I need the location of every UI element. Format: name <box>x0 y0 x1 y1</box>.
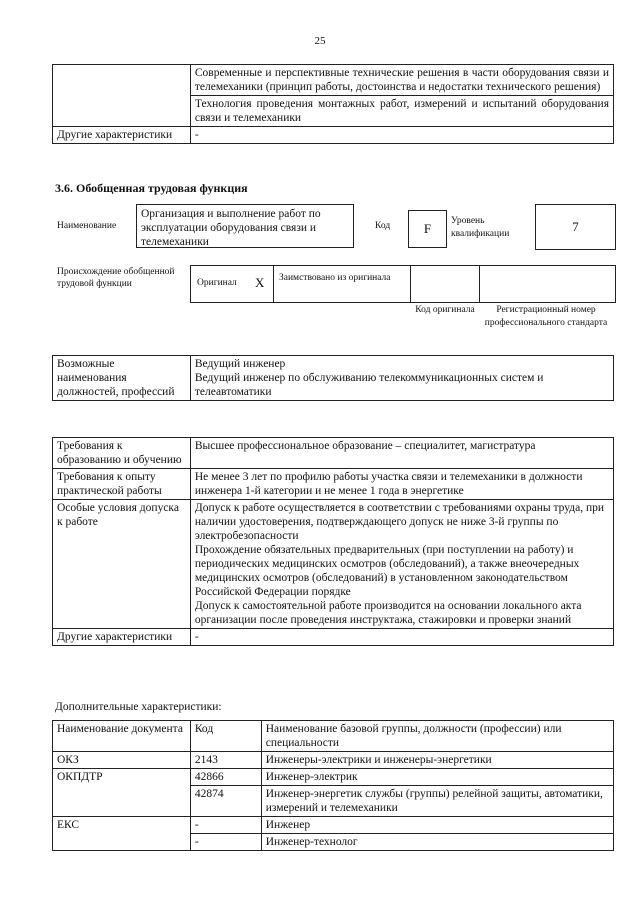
req-text: - <box>194 631 199 643</box>
positions-values <box>190 356 613 401</box>
code-box: F <box>408 210 447 248</box>
table-row <box>53 65 614 96</box>
name-cell: Инженер <box>261 817 613 834</box>
table-row <box>53 127 614 144</box>
req-label: Требования к образованию и обучению <box>53 438 191 469</box>
original-mark: X <box>255 275 265 290</box>
table-header-row <box>53 721 614 752</box>
requirements-table <box>52 437 614 646</box>
table-row <box>53 438 614 469</box>
function-name-box: Организация и выполнение работ по эксплуатации оборудования связи и телемеханики <box>136 204 354 248</box>
code-cell: 42866 <box>190 769 261 786</box>
req-text: Допуск к самостоятельной работе производится на основании локального акта организации после проведения инструктажа, стажировки и проверки знаний <box>194 600 582 626</box>
req-text: Допуск к работе осуществляется в соответствии с требованиями охраны труда, при наличии удостоверения, подтверждающего допуск не ниже 3-й группы по электробезопасности <box>194 502 605 542</box>
req-value <box>190 438 613 469</box>
name-cell: Инженер-электрик <box>261 769 613 786</box>
reg-number-caption: Регистрационный номер профессионального стандарта <box>484 305 608 328</box>
doc-cell <box>53 834 191 851</box>
doc-cell <box>53 786 191 817</box>
table-row <box>53 356 614 401</box>
req-value <box>190 469 613 500</box>
req-text: Не менее 3 лет по профилю работы участка связи и телемеханики в должности инженера 1-й категории и не менее 1 года в энергетике <box>194 471 583 497</box>
table-row <box>53 834 614 851</box>
table-row <box>53 469 614 500</box>
row-value: Технология проведения монтажных работ, измерений и испытаний оборудования связи и телемеханики <box>190 96 613 127</box>
table-row <box>53 752 614 769</box>
origin-code-caption: Код оригинала <box>415 305 475 315</box>
level-box: 7 <box>535 204 616 250</box>
doc-cell: ЕКС <box>53 817 191 834</box>
name-cell: Инженеры-электрики и инженеры-энергетики <box>261 752 613 769</box>
position-item: Ведущий инженер <box>194 358 286 370</box>
req-label: Требования к опыту практической работы <box>53 469 191 500</box>
table-row <box>53 96 614 127</box>
row-value: Современные и перспективные технические решения в части оборудования связи и телемеханики (принцип работы, достоинства и недостатки технического решения) <box>190 65 613 96</box>
positions-label: Возможные наименования должностей, профессий <box>53 356 191 401</box>
header-cell: Наименование документа <box>53 721 191 752</box>
header-cell: Код <box>190 721 261 752</box>
table-row <box>53 769 614 786</box>
req-value <box>190 629 613 646</box>
name-cell: Инженер-технолог <box>261 834 613 851</box>
code-cell: - <box>190 834 261 851</box>
code-label: Код <box>375 221 391 231</box>
origin-row <box>190 265 616 303</box>
row-value: - <box>190 127 613 144</box>
row-label <box>53 65 191 96</box>
level-label: Уровень квалификации <box>451 216 510 239</box>
row-label: Другие характеристики <box>53 127 191 144</box>
req-label: Особые условия допуска к работе <box>53 500 191 629</box>
req-text: Прохождение обязательных предварительных (при поступлении на работу) и периодических медицинских осмотров (обследований), а также внеочередных медицинских осмотров (обследований) в установленном законодательством Российской Федерации порядке <box>194 544 580 598</box>
origin-label: Происхождение обобщенной трудовой функции <box>57 267 175 289</box>
divider <box>410 266 411 302</box>
borrowed-label: Заимствовано из оригинала <box>279 273 391 283</box>
row-label <box>53 96 191 127</box>
code-cell: 2143 <box>190 752 261 769</box>
section-title: 3.6. Обобщенная трудовая функция <box>55 181 248 195</box>
code-cell: - <box>190 817 261 834</box>
header-cell: Наименование базовой группы, должности (профессии) или специальности <box>261 721 613 752</box>
code-cell: 42874 <box>190 786 261 817</box>
req-label: Другие характеристики <box>53 629 191 646</box>
doc-cell: ОКЗ <box>53 752 191 769</box>
position-item: Ведущий инженер по обслуживанию телекоммуникационных систем и телеавтоматики <box>194 372 544 398</box>
skills-table-continuation <box>52 64 614 144</box>
additional-table <box>52 720 614 851</box>
table-row <box>53 786 614 817</box>
req-text: Высшее профессиональное образование – специалитет, магистратура <box>194 440 536 452</box>
name-label: Наименование <box>57 221 117 231</box>
original-label: Оригинал <box>197 278 237 288</box>
positions-table <box>52 355 614 401</box>
additional-title: Дополнительные характеристики: <box>55 701 222 713</box>
divider <box>273 266 274 302</box>
name-cell: Инженер-энергетик службы (группы) релейной защиты, автоматики, измерений и телемеханики <box>261 786 613 817</box>
doc-cell: ОКПДТР <box>53 769 191 786</box>
divider <box>479 266 480 302</box>
table-row <box>53 817 614 834</box>
page-number: 25 <box>314 35 326 47</box>
table-row <box>53 500 614 629</box>
req-value <box>190 500 613 629</box>
table-row <box>53 629 614 646</box>
